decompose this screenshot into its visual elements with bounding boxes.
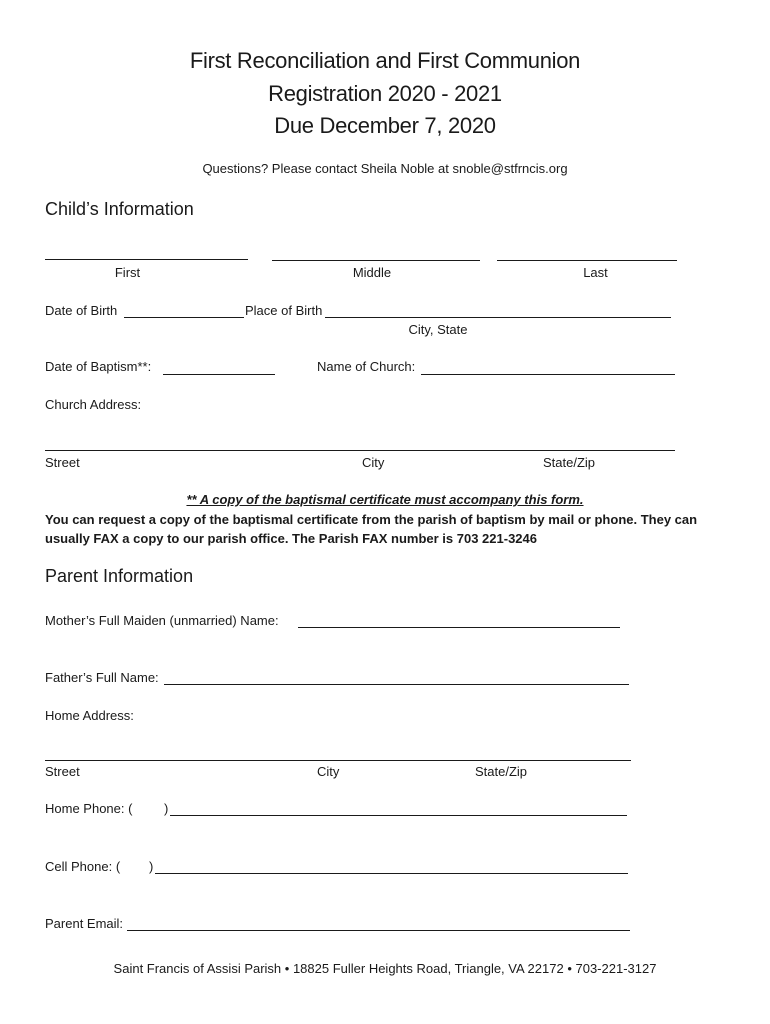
father-name-field[interactable]	[164, 684, 629, 685]
pob-field[interactable]	[325, 317, 671, 318]
mother-name-label: Mother’s Full Maiden (unmarried) Name:	[45, 613, 279, 628]
church-city-label: City	[362, 455, 385, 470]
dob-field[interactable]	[124, 317, 244, 318]
home-phone-paren: )	[164, 801, 169, 816]
baptism-date-label: Date of Baptism**:	[45, 359, 152, 374]
cell-phone-field[interactable]	[155, 873, 628, 874]
home-phone-field[interactable]	[170, 815, 627, 816]
pob-label: Place of Birth	[245, 303, 323, 318]
last-name-field[interactable]	[497, 260, 677, 261]
city-state-label: City, State	[408, 322, 468, 337]
home-address-label: Home Address:	[45, 708, 134, 723]
parent-info-heading: Parent Information	[45, 566, 194, 586]
home-street-label: Street	[45, 764, 80, 779]
dob-label: Date of Birth	[45, 303, 118, 318]
cell-phone-paren: )	[149, 859, 154, 874]
form-title-line2: Registration 2020 - 2021	[268, 81, 502, 106]
father-name-label: Father’s Full Name:	[45, 670, 159, 685]
first-name-label: First	[114, 265, 141, 280]
baptism-date-field[interactable]	[163, 374, 275, 375]
church-street-label: Street	[45, 455, 80, 470]
church-name-label: Name of Church:	[317, 359, 416, 374]
first-name-field[interactable]	[45, 259, 248, 260]
certificate-request-line1: You can request a copy of the baptismal certificate from the parish of baptism by mail or phone. They can	[45, 512, 698, 527]
church-name-field[interactable]	[421, 374, 675, 375]
church-address-field[interactable]	[45, 450, 675, 451]
home-city-label: City	[317, 764, 340, 779]
parish-footer: Saint Francis of Assisi Parish • 18825 Fuller Heights Road, Triangle, VA 22172 • 703-221-3127	[113, 961, 657, 976]
home-address-field[interactable]	[45, 760, 631, 761]
certificate-note: ** A copy of the baptismal certificate must accompany this form.	[186, 492, 584, 507]
home-phone-label: Home Phone: (	[45, 801, 133, 816]
parent-email-label: Parent Email:	[45, 916, 124, 931]
home-state-zip-label: State/Zip	[475, 764, 528, 779]
form-title-line1: First Reconciliation and First Communion	[189, 48, 581, 73]
parent-email-field[interactable]	[127, 930, 630, 931]
certificate-request-line2: usually FAX a copy to our parish office. The Parish FAX number is 703 221-3246	[45, 531, 538, 546]
church-address-label: Church Address:	[45, 397, 142, 412]
middle-name-label: Middle	[352, 265, 392, 280]
last-name-label: Last	[583, 265, 608, 280]
form-title-line3: Due December 7, 2020	[274, 113, 496, 138]
cell-phone-label: Cell Phone: (	[45, 859, 121, 874]
church-state-zip-label: State/Zip	[543, 455, 596, 470]
contact-info: Questions? Please contact Sheila Noble at snoble@stfrncis.org	[202, 161, 568, 176]
child-info-heading: Child’s Information	[45, 199, 194, 219]
mother-name-field[interactable]	[298, 627, 620, 628]
middle-name-field[interactable]	[272, 260, 480, 261]
